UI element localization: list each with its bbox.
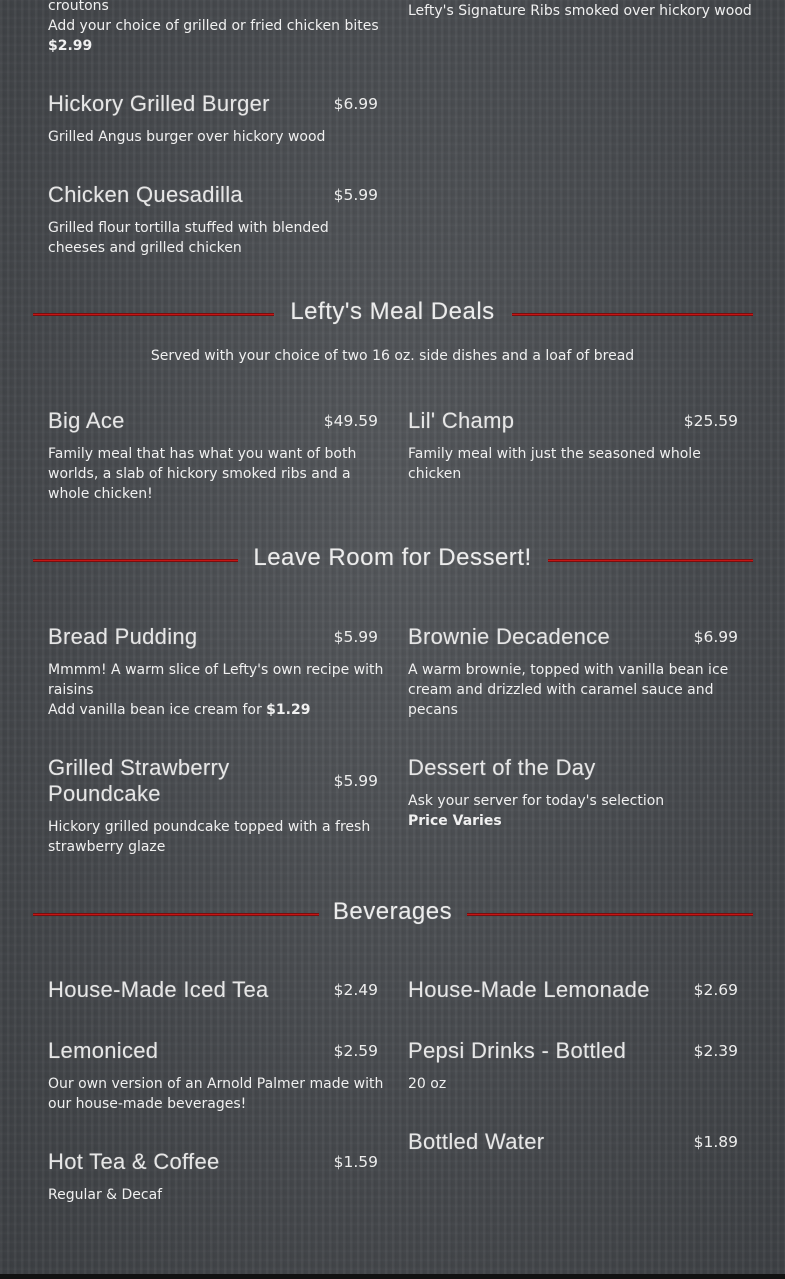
menu-item-price: $5.99 (333, 186, 378, 204)
menu-item-price: $1.59 (333, 1153, 378, 1171)
section-divider-left (33, 559, 238, 562)
section-divider-right (512, 313, 753, 316)
menu-item-description-line: chicken (408, 466, 462, 482)
menu-item-price-note: Price Varies (408, 813, 502, 829)
menu-item-name: Brownie Decadence (408, 624, 610, 649)
menu-item-name: House-Made Lemonade (408, 977, 650, 1002)
menu-item-price: $49.59 (323, 412, 378, 430)
menu-item-price: $2.59 (333, 1042, 378, 1060)
menu-item-name: Lil' Champ (408, 408, 515, 433)
section-divider-left (33, 313, 274, 316)
menu-item-description-line: A warm brownie, topped with vanilla bean ice (408, 662, 729, 678)
menu-item-description-line: Mmmm! A warm slice of Lefty's own recipe with (48, 662, 384, 678)
menu-item-description-line: Family meal that has what you want of both (48, 446, 357, 462)
menu-item-name-line: Poundcake (48, 781, 161, 806)
menu-item-price: $5.99 (333, 628, 378, 646)
menu-item-description-line: pecans (408, 702, 458, 718)
menu-item-name: Hickory Grilled Burger (48, 91, 270, 116)
menu-item-name: Dessert of the Day (408, 755, 596, 780)
menu-item-description-line: worlds, a slab of hickory smoked ribs and a (48, 466, 351, 482)
menu-item-description-line: strawberry glaze (48, 839, 166, 855)
menu-item-price: $6.99 (333, 95, 378, 113)
item-addon-price-wrap (48, 36, 92, 56)
menu-item-price: $25.59 (683, 412, 738, 430)
section-title: Lefty's Meal Deals (290, 298, 495, 325)
menu-item-addon-text: Add vanilla bean ice cream for (48, 702, 267, 718)
menu-item-price: $2.69 (693, 981, 738, 999)
menu-item-description-line: whole chicken! (48, 486, 153, 502)
menu-item-description: Grilled Angus burger over hickory wood (48, 129, 326, 145)
section-subtitle: Served with your choice of two 16 oz. side dishes and a loaf of bread (150, 348, 635, 364)
item-addon-text: Add your choice of grilled or fried chicken bites (48, 18, 379, 34)
menu-item-description-line: 20 oz (408, 1076, 447, 1092)
menu-item-description-line: Ask your server for today's selection (408, 793, 665, 809)
section-divider-left (33, 913, 319, 916)
section-divider-right (548, 559, 753, 562)
menu-item-price: $2.39 (693, 1042, 738, 1060)
menu-item-name: Lemoniced (48, 1038, 159, 1063)
menu-item-name: Chicken Quesadilla (48, 182, 243, 207)
menu-item-name: Hot Tea & Coffee (48, 1149, 220, 1174)
menu-item-description-line: Family meal with just the seasoned whole (408, 446, 701, 462)
menu-item-description-line: Hickory grilled poundcake topped with a fresh (48, 819, 371, 835)
menu-item-addon-price: $1.29 (266, 702, 311, 718)
item-addon-price: $2.99 (48, 38, 93, 54)
menu-item-description-line: our house-made beverages! (48, 1096, 247, 1112)
section-title: Beverages (332, 898, 453, 925)
menu-item-addon (48, 700, 310, 720)
menu-item-description-line: raisins (48, 682, 94, 698)
menu-item-price: $6.99 (693, 628, 738, 646)
menu-item-name: Bread Pudding (48, 624, 198, 649)
section-divider-right (467, 913, 753, 916)
menu-item-price: $1.89 (693, 1133, 738, 1151)
menu-item-description-line: cheeses and grilled chicken (48, 240, 242, 256)
menu-item-name-line: Grilled Strawberry (48, 755, 230, 780)
menu-item-description-line: cream and drizzled with caramel sauce and (408, 682, 714, 698)
menu-item-name: Bottled Water (408, 1129, 545, 1154)
menu-item-description-line: Regular & Decaf (48, 1187, 163, 1203)
page-bottom-edge (0, 1274, 785, 1279)
menu-item-name: House-Made Iced Tea (48, 977, 269, 1002)
menu-item-description-line: Our own version of an Arnold Palmer made with (48, 1076, 384, 1092)
menu-item-name: Big Ace (48, 408, 125, 433)
menu-item-name: Pepsi Drinks - Bottled (408, 1038, 627, 1063)
section-title: Leave Room for Dessert! (253, 544, 532, 571)
menu-item-price: $5.99 (333, 772, 378, 790)
menu-item-price-note-wrap (408, 811, 502, 831)
item-description-fragment: croutons (48, 0, 109, 14)
menu-item-description-line: Grilled flour tortilla stuffed with blended (48, 220, 329, 236)
item-description-fragment: Lefty's Signature Ribs smoked over hickory wood (408, 3, 752, 19)
menu-item-price: $2.49 (333, 981, 378, 999)
